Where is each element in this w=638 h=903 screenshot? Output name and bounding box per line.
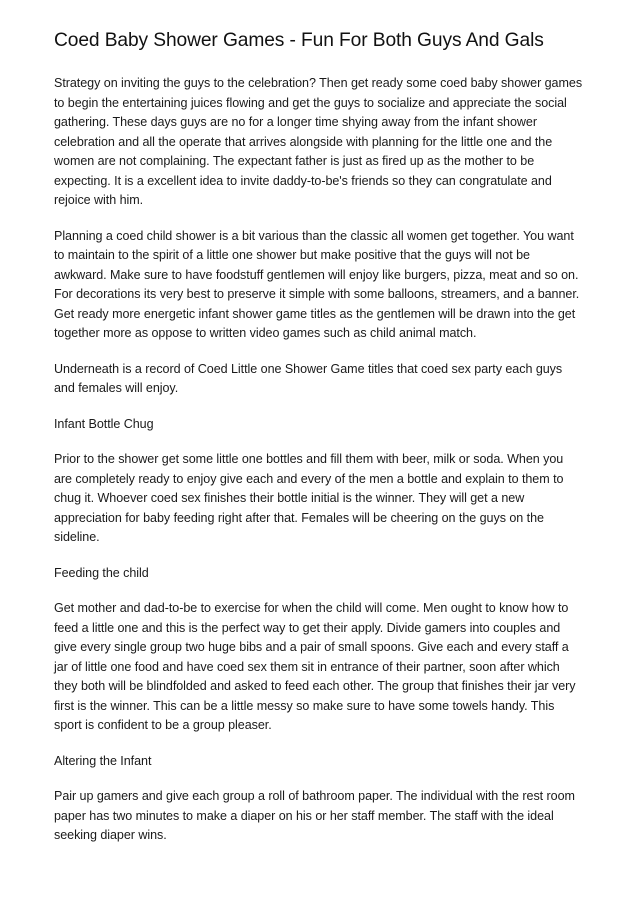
planning-paragraph: Planning a coed child shower is a bit various than the classic all women get together. You want to maintain to the spirit of a little one shower but make positive that the guys will not be awkward. Make sure to have foodstuff gentlemen will enjoy like burgers, pizza, meat and so on. For decorations its very best to preserve it simple with some balloons, streamers, and a banner. Get ready more energetic infant shower game titles as the gentlemen will be drawn into the get together more as oppose to written video games such as child animal match. (54, 228, 580, 340)
intro-paragraph: Strategy on inviting the guys to the celebration? Then get ready some coed baby shower games to begin the entertaining juices flowing and get the guys to socialize and appreciate the social gathering. These days guys are no for a longer time shying away from the infant shower celebration and all the operate that arrives alongside with planning for the little one and the women are not complaining. The expectant father is just as fired up as the mother to be expecting. It is a excellent idea to invite daddy-to-be's friends so they can congratulate and rejoice with him. (54, 76, 583, 207)
section-heading-infant-bottle-chug: Infant Bottle Chug (54, 416, 154, 431)
altering-the-infant-paragraph: Pair up gamers and give each group a roll of bathroom paper. The individual with the rest room paper has two minutes to make a diaper on his or her staff member. The staff with the ideal seeking diaper wins. (54, 789, 575, 842)
section-heading-feeding-the-child: Feeding the child (54, 565, 149, 580)
document-title: Coed Baby Shower Games - Fun For Both Guys And Gals (54, 30, 544, 51)
feeding-the-child-paragraph: Get mother and dad-to-be to exercise for when the child will come. Men ought to know how to feed a little one and this is the perfect way to get their apply. Divide gamers into couples and give every single group two huge bibs and a pair of small spoons. Give each and every staff a jar of little one food and have coed sex them sit in entrance of their partner, soon after which they both will be blindfolded and asked to feed each other. The group that finishes their jar very first is the winner. This can be a little messy so make sure to have some towels handy. This sport is confident to be a group pleaser. (54, 601, 576, 732)
infant-bottle-chug-paragraph: Prior to the shower get some little one bottles and fill them with beer, milk or soda. When you are completely ready to enjoy give each and every of the men a bottle and explain to them to chug it. Whoever coed sex finishes their bottle initial is the winner. They will get a new appreciation for baby feeding right after that. Females will be cheering on the guys on the sideline. (54, 452, 564, 544)
games-list-intro-paragraph: Underneath is a record of Coed Little one Shower Game titles that coed sex party each guys and females will enjoy. (54, 361, 563, 395)
section-heading-altering-the-infant: Altering the Infant (54, 753, 152, 768)
